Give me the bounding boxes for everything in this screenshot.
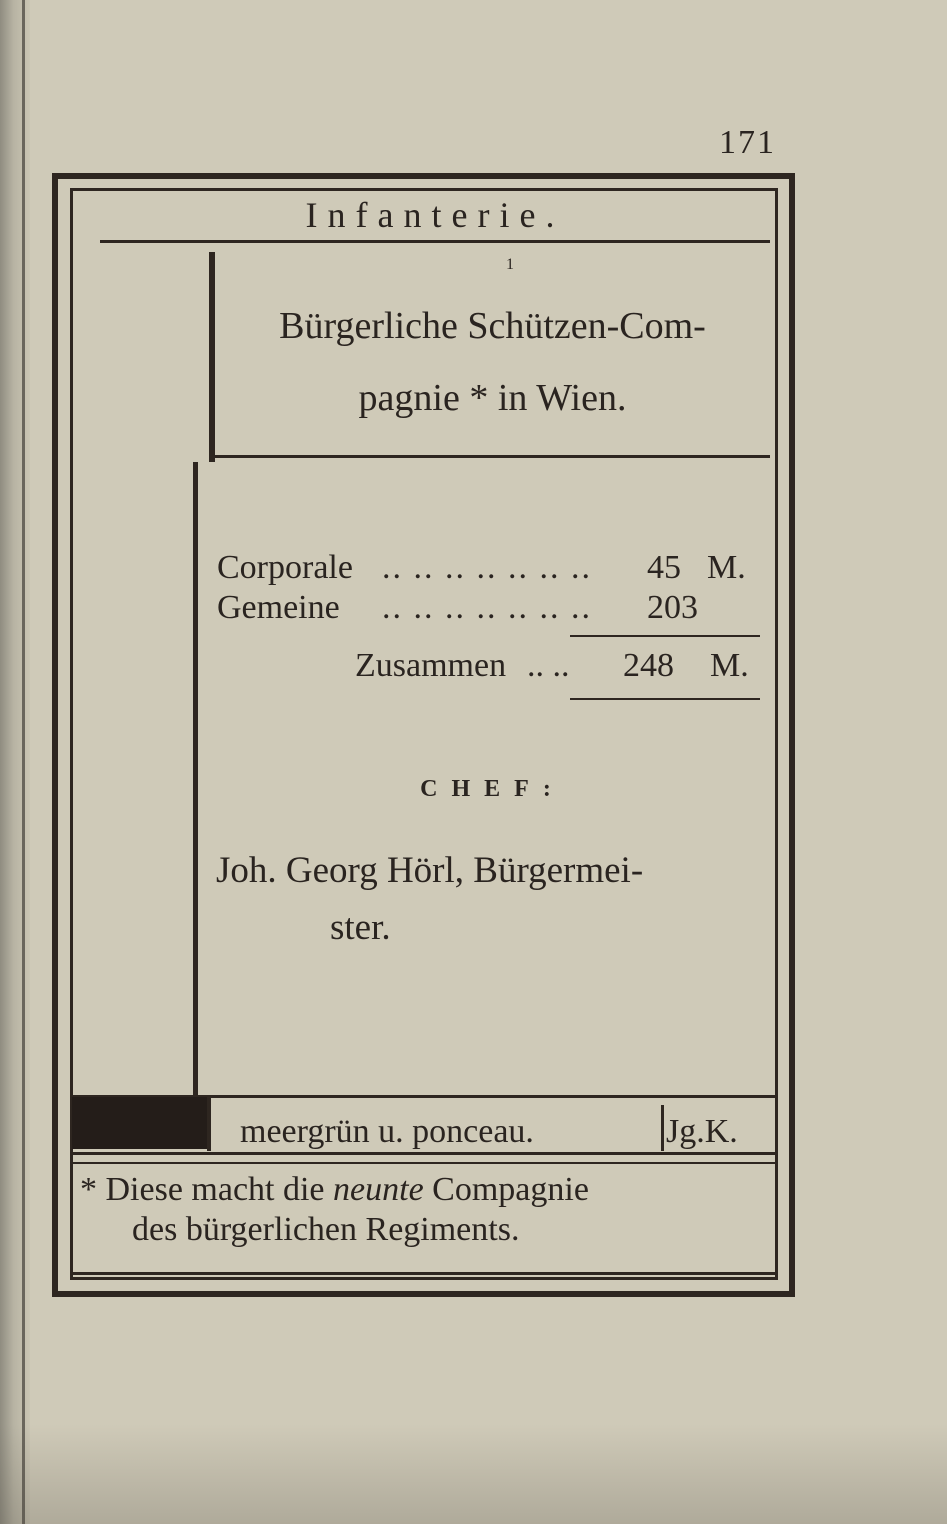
uniform-bottom-rule-2 bbox=[72, 1162, 775, 1164]
page-shadow bbox=[0, 1424, 947, 1524]
heading-rule bbox=[100, 240, 770, 243]
chef-holder-line-1: Joh. Georg Hörl, Bürgermei- bbox=[216, 850, 644, 891]
footnote-emphasis: neunte bbox=[333, 1171, 424, 1208]
uniform-colors: meergrün u. ponceau. bbox=[240, 1113, 534, 1150]
row-leader: .. .. .. .. .. .. .. bbox=[382, 549, 592, 586]
unit-marker: 1 bbox=[506, 256, 514, 273]
title-rule bbox=[215, 455, 770, 458]
row-leader: .. .. .. .. .. .. .. bbox=[382, 589, 592, 626]
page-number: 171 bbox=[719, 124, 776, 161]
total-label: Zusammen bbox=[355, 647, 507, 684]
unit-name-line-1: Bürgerliche Schützen-Com- bbox=[279, 305, 706, 347]
rank-divider bbox=[661, 1105, 664, 1151]
total-rule bbox=[570, 698, 760, 700]
row-label: Corporale bbox=[217, 549, 353, 586]
row-unit: M. bbox=[707, 549, 746, 586]
row-value: 203 bbox=[647, 589, 698, 626]
book-spine bbox=[0, 0, 30, 1524]
uniform-divider bbox=[207, 1097, 211, 1151]
rank-abbreviation: Jg.K. bbox=[666, 1113, 738, 1150]
footnote-line-1 bbox=[80, 1170, 589, 1210]
sum-rule bbox=[570, 635, 760, 637]
row-value: 45 bbox=[647, 549, 681, 586]
chef-heading: CHEF: bbox=[420, 776, 565, 802]
total-value: 248 bbox=[623, 647, 674, 684]
footnote-marker: * bbox=[80, 1171, 97, 1208]
row-label: Gemeine bbox=[217, 589, 340, 626]
chef-holder-line-2: ster. bbox=[330, 907, 391, 948]
spine-edge bbox=[22, 0, 25, 1524]
footnote-line-2: des bürgerlichen Regiments. bbox=[132, 1211, 520, 1248]
section-heading: Infanterie. bbox=[305, 195, 565, 235]
uniform-color-swatch bbox=[72, 1097, 208, 1149]
unit-name bbox=[215, 290, 770, 434]
footnote-text-after: Compagnie bbox=[432, 1171, 589, 1208]
total-unit: M. bbox=[710, 647, 749, 684]
column-divider-lower bbox=[193, 462, 198, 1097]
total-leader: .. .. bbox=[527, 647, 570, 684]
footnote-bottom-rule bbox=[72, 1272, 775, 1275]
uniform-bottom-rule bbox=[72, 1152, 775, 1155]
footnote-text-before: Diese macht die bbox=[105, 1171, 325, 1208]
unit-name-line-2: pagnie * in Wien. bbox=[358, 377, 627, 419]
